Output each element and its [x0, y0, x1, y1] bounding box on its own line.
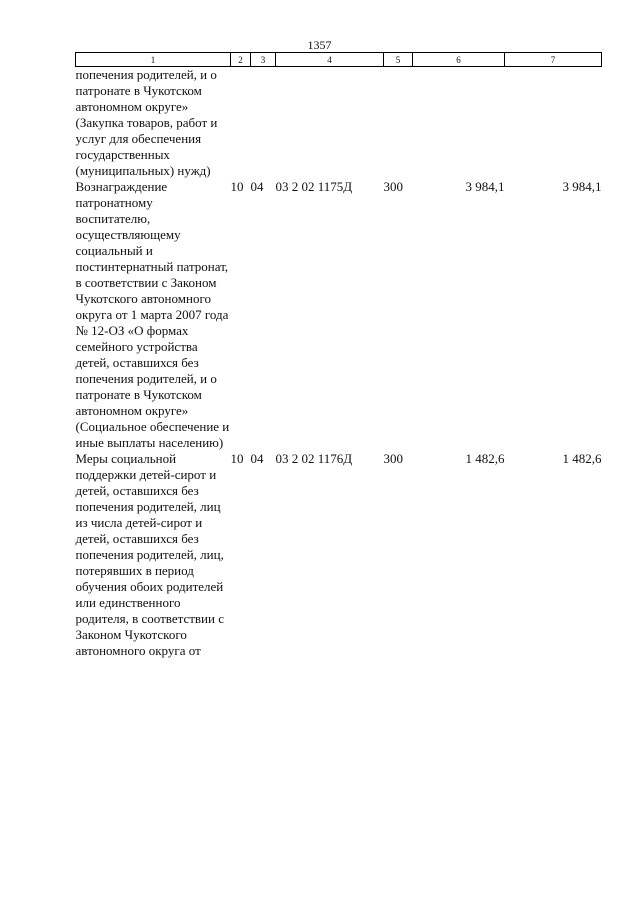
row-name: Вознаграждение патронатному воспитателю, осуществляющему социальный и постинтернатный патронат, в соответствии с Законом Чукотского автономного округа от 1 марта 2007 года № 12-ОЗ «О формах семейного устройства детей, оставшихся без попечения родителей, и о патронате в Чукотском автономном округе» (Социальное обеспечение и иные выплаты населению): [75, 179, 230, 450]
row-type: [384, 67, 413, 180]
row-subsection: 04: [250, 179, 264, 194]
table-header-row: [76, 53, 602, 67]
row-section: [231, 67, 251, 180]
row-amount-2: 3 984,1: [562, 179, 602, 194]
row-section: 10: [230, 179, 244, 194]
column-header-1: 1: [76, 53, 231, 67]
row-subsection: [251, 67, 276, 180]
row-type: 300: [383, 179, 403, 194]
budget-table: [75, 52, 602, 659]
row-target: 03 2 02 1176Д: [275, 451, 353, 466]
row-section: 10: [230, 451, 244, 466]
column-header-3: 3: [251, 53, 276, 67]
column-header-2: 2: [231, 53, 251, 67]
column-header-5: 5: [384, 53, 413, 67]
row-amount-2: 1 482,6: [562, 451, 602, 466]
row-name: попечения родителей, и о патронате в Чукотском автономном округе» (Закупка товаров, работ и услуг для обеспечения государственных (муниципальных) нужд): [75, 67, 218, 178]
row-target: 03 2 02 1175Д: [275, 179, 353, 194]
table-row: [76, 179, 602, 451]
row-target: [276, 67, 384, 180]
row-amount-2: [505, 67, 602, 180]
row-type: 300: [383, 451, 403, 466]
row-amount-1: 3 984,1: [465, 179, 505, 194]
table-row: [76, 451, 602, 659]
row-name: Меры социальной поддержки детей-сирот и детей, оставшихся без попечения родителей, лиц из числа детей-сирот и детей, оставшихся без попечения родителей, лиц, потерявших в период обучения обоих родителей или единственного родителя, в соответствии с Законом Чукотского автономного округа от: [75, 451, 224, 658]
row-amount-1: 1 482,6: [465, 451, 505, 466]
table-row: [76, 67, 602, 180]
column-header-6: 6: [413, 53, 505, 67]
page-number: 1357: [307, 38, 332, 52]
row-amount-1: [413, 67, 505, 180]
column-header-4: 4: [276, 53, 384, 67]
column-header-7: 7: [505, 53, 602, 67]
row-subsection: 04: [250, 451, 264, 466]
